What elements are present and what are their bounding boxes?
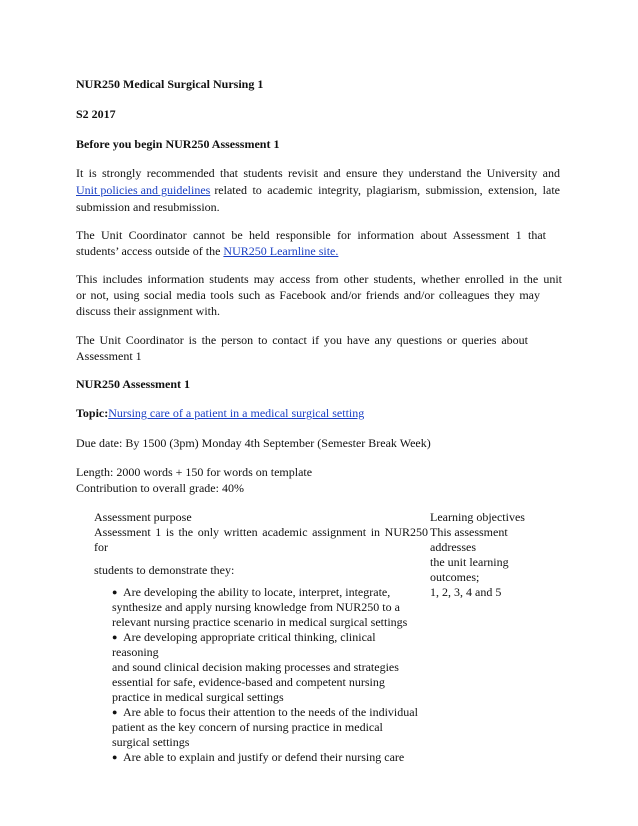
para1-line3: submission and resubmission. xyxy=(76,200,220,214)
para1-line2-text: related to academic integrity, plagiarism, submission, extension, late xyxy=(214,183,560,197)
page-title: NUR250 Medical Surgical Nursing 1 xyxy=(76,77,264,91)
bullet-icon: ● xyxy=(112,752,118,762)
bullet-icon: ● xyxy=(112,587,118,597)
para1-line1: It is strongly recommended that students revisit and ensure they understand the University and xyxy=(76,166,560,180)
para2-line2 xyxy=(76,244,338,259)
due-date: Due date: By 1500 (3pm) Monday 4th September (Semester Break Week) xyxy=(76,436,431,450)
bullet4-line1: Are able to explain and justify or defend their nursing care xyxy=(123,750,405,764)
bullet3-line2: patient as the key concern of nursing practice in medical xyxy=(112,720,383,734)
purpose-intro-line1: Assessment 1 is the only written academic assignment in NUR250 xyxy=(94,525,428,539)
objectives-line1: This assessment xyxy=(430,525,508,539)
para1-line2 xyxy=(76,183,560,198)
bullet1-line1: Are developing the ability to locate, interpret, integrate, xyxy=(123,585,391,599)
bullet2-line4: essential for safe, evidence-based and competent nursing xyxy=(112,675,385,689)
bullet-icon: ● xyxy=(112,707,118,717)
topic-label: Topic: xyxy=(76,406,109,420)
para4-line2: Assessment 1 xyxy=(76,349,142,363)
purpose-intro-line3: students to demonstrate they: xyxy=(94,563,235,577)
bullet2-line5: practice in medical surgical settings xyxy=(112,690,284,704)
before-heading: Before you begin NUR250 Assessment 1 xyxy=(76,137,280,151)
objectives-line2: addresses xyxy=(430,540,476,554)
para3-line3: discuss their assignment with. xyxy=(76,304,220,318)
para2-line2-text: students’ access outside of the xyxy=(76,244,224,258)
bullet2-line3: and sound clinical decision making processes and strategies xyxy=(112,660,399,674)
bullet3-line1: Are able to focus their attention to the needs of the individual xyxy=(123,705,418,719)
objectives-line3: the unit learning xyxy=(430,555,509,569)
bullet3-line3: surgical settings xyxy=(112,735,190,749)
purpose-intro-line2: for xyxy=(94,540,108,554)
para3-line1: This includes information students may access from other students, whether enrolled in the unit xyxy=(76,272,562,286)
contribution: Contribution to overall grade: 40% xyxy=(76,481,244,495)
learning-objectives-heading: Learning objectives xyxy=(430,510,525,524)
bullet2-line1: Are developing appropriate critical thinking, clinical xyxy=(123,630,376,644)
topic-line xyxy=(76,406,364,421)
bullet1-line2: synthesize and apply nursing knowledge from NUR250 to a xyxy=(112,600,400,614)
bullet1-line3: relevant nursing practice scenario in medical surgical settings xyxy=(112,615,408,629)
objectives-line5: 1, 2, 3, 4 and 5 xyxy=(430,585,502,599)
learnline-link[interactable]: NUR250 Learnline site. xyxy=(223,244,339,258)
policies-link[interactable]: Unit policies and guidelines xyxy=(76,183,211,197)
assessment-heading: NUR250 Assessment 1 xyxy=(76,377,190,391)
para2-line1: The Unit Coordinator cannot be held responsible for information about Assessment 1 that xyxy=(76,228,546,242)
topic-link[interactable]: Nursing care of a patient in a medical surgical setting xyxy=(108,406,365,420)
assessment-purpose-heading: Assessment purpose xyxy=(94,510,192,524)
bullet-icon: ● xyxy=(112,632,118,642)
para3-line2: or not, using social media tools such as Facebook and/or friends and/or colleagues they may xyxy=(76,288,540,302)
bullet2-line2: reasoning xyxy=(112,645,159,659)
semester-label: S2 2017 xyxy=(76,107,116,121)
objectives-line4: outcomes; xyxy=(430,570,480,584)
length: Length: 2000 words + 150 for words on template xyxy=(76,465,313,479)
para4-line1: The Unit Coordinator is the person to contact if you have any questions or queries about xyxy=(76,333,528,347)
